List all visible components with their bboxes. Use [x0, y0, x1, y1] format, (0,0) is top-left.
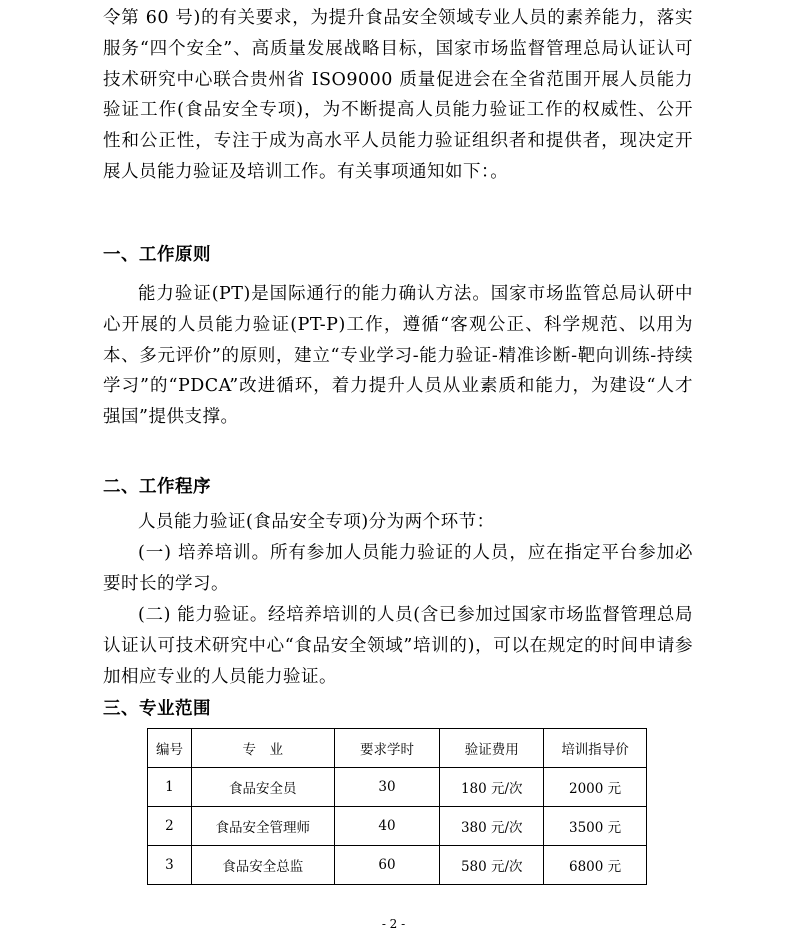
- intro-paragraph: 令第 60 号)的有关要求，为提升食品安全领域专业人员的素养能力，落实服务“四个安全”、高质量发展战略目标，国家市场监督管理总局认证认可技术研究中心联合贵州省 ISO9000 质量促进会在全省范围开展人员能力验证工作(食品安全专项)，为不断提高人员能力验证工作的权威性、公开性和公正性，专注于成为高水平人员能力验证组织者和提供者，现决定开展人员能力验证及培训工作。有关事项通知如下：。: [103, 8, 693, 182]
- cell-hours: 30: [334, 768, 440, 807]
- cell-fee: 580 元/次: [440, 846, 544, 885]
- section-3-heading: 三、专业范围: [103, 699, 211, 719]
- cell-hours: 60: [334, 846, 440, 885]
- cell-number: 3: [148, 846, 192, 885]
- cell-price: 3500 元: [544, 807, 647, 846]
- cell-price: 2000 元: [544, 768, 647, 807]
- cell-fee: 380 元/次: [440, 807, 544, 846]
- header-major: 专 业: [191, 729, 334, 768]
- cell-major: 食品安全管理师: [191, 807, 334, 846]
- cell-price: 6800 元: [544, 846, 647, 885]
- cell-major: 食品安全员: [191, 768, 334, 807]
- section-2-heading: 二、工作程序: [103, 477, 211, 497]
- table-header-row: [148, 729, 647, 768]
- section-1-paragraph: 能力验证(PT)是国际通行的能力确认方法。国家市场监管总局认研中心开展的人员能力验证(PT-P)工作，遵循“客观公正、科学规范、以用为本、多元评价”的原则，建立“专业学习-能力验证-精准诊断-靶向训练-持续学习”的“PDCA”改进循环，着力提升人员从业素质和能力，为建设“人才强国”提供支撑。: [103, 284, 693, 428]
- table-row: [148, 768, 647, 807]
- header-price: 培训指导价: [544, 729, 647, 768]
- page-number: - 2 -: [381, 917, 406, 931]
- section-2-item-1: (一) 培养培训。所有参加人员能力验证的人员，应在指定平台参加必要时长的学习。: [103, 543, 693, 594]
- header-number: 编号: [148, 729, 192, 768]
- header-hours: 要求学时: [334, 729, 440, 768]
- scope-table: [147, 728, 647, 885]
- cell-number: 1: [148, 768, 192, 807]
- table-row: [148, 846, 647, 885]
- cell-number: 2: [148, 807, 192, 846]
- cell-fee: 180 元/次: [440, 768, 544, 807]
- table-row: [148, 807, 647, 846]
- section-1-heading: 一、工作原则: [103, 245, 211, 265]
- header-fee: 验证费用: [440, 729, 544, 768]
- cell-hours: 40: [334, 807, 440, 846]
- section-2-intro: 人员能力验证(食品安全专项)分为两个环节：: [138, 512, 495, 532]
- cell-major: 食品安全总监: [191, 846, 334, 885]
- section-2-item-2: (二) 能力验证。经培养培训的人员(含已参加过国家市场监督管理总局认证认可技术研究中心“食品安全领域”培训的)，可以在规定的时间申请参加相应专业的人员能力验证。: [103, 605, 693, 687]
